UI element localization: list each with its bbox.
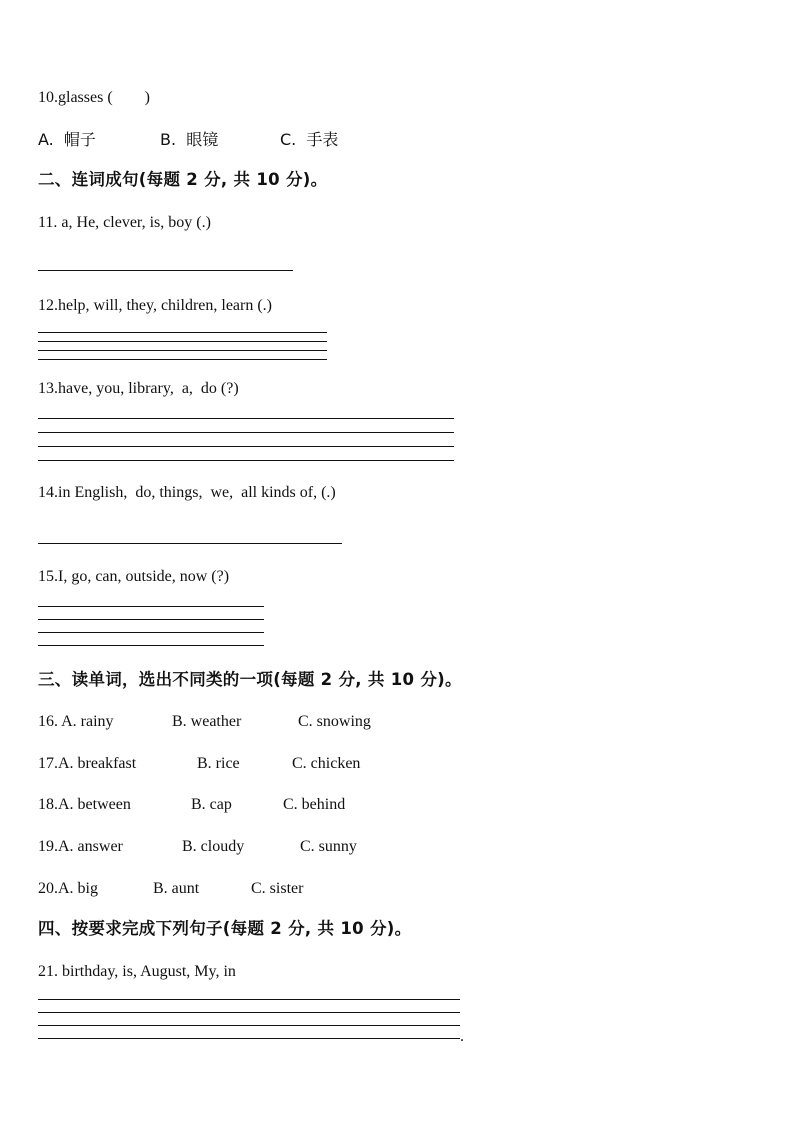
section-3-heading: 三、读单词，选出不同类的一项(每题 2 分, 共 10 分)。 <box>38 670 462 689</box>
question-21: 21. birthday, is, August, My, in <box>38 963 236 980</box>
answer-line <box>38 270 293 271</box>
section-2-heading: 二、连词成句(每题 2 分, 共 10 分)。 <box>38 170 328 189</box>
question-10-option-b: B. 眼镜 <box>160 130 219 149</box>
question-14: 14.in English, do, things, we, all kinds of, (.) <box>38 484 336 501</box>
question-17-option-c: C. chicken <box>292 755 361 772</box>
question-13: 13.have, you, library, a, do (?) <box>38 380 239 397</box>
answer-line <box>38 446 454 447</box>
answer-line <box>38 432 454 433</box>
answer-line <box>38 418 454 419</box>
answer-line <box>38 1025 460 1026</box>
answer-line <box>38 341 327 342</box>
question-10-option-a: A. 帽子 <box>38 130 96 149</box>
answer-line <box>38 606 264 607</box>
answer-line <box>38 619 264 620</box>
answer-line <box>38 359 327 360</box>
question-10-stem: 10.glasses ( ) <box>38 89 150 106</box>
question-16-option-a: 16. A. rainy <box>38 713 114 730</box>
answer-line <box>38 999 460 1000</box>
question-15: 15.I, go, can, outside, now (?) <box>38 568 230 585</box>
question-17-option-b: B. rice <box>197 755 240 772</box>
answer-line <box>38 645 264 646</box>
question-11: 11. a, He, clever, is, boy (.) <box>38 214 211 231</box>
answer-line <box>38 543 342 544</box>
question-19-option-b: B. cloudy <box>182 838 245 855</box>
question-18-option-c: C. behind <box>283 796 346 813</box>
question-16-option-b: B. weather <box>172 713 242 730</box>
question-12: 12.help, will, they, children, learn (.) <box>38 297 272 314</box>
question-18-option-a: 18.A. between <box>38 796 131 813</box>
answer-line <box>38 1038 460 1039</box>
answer-line <box>38 460 454 461</box>
question-20-option-c: C. sister <box>251 880 304 897</box>
answer-line <box>38 332 327 333</box>
question-19-option-a: 19.A. answer <box>38 838 123 855</box>
answer-line <box>38 632 264 633</box>
question-18-option-b: B. cap <box>191 796 232 813</box>
question-17-option-a: 17.A. breakfast <box>38 755 137 772</box>
question-20-option-b: B. aunt <box>153 880 200 897</box>
question-19-option-c: C. sunny <box>300 838 357 855</box>
question-10-option-c: C. 手表 <box>280 130 339 149</box>
answer-line <box>38 350 327 351</box>
section-4-heading: 四、按要求完成下列句子(每题 2 分, 共 10 分)。 <box>38 919 412 938</box>
answer-line <box>38 1012 460 1013</box>
question-20-option-a: 20.A. big <box>38 880 98 897</box>
question-16-option-c: C. snowing <box>298 713 371 730</box>
question-21-end-mark: . <box>460 1028 464 1045</box>
